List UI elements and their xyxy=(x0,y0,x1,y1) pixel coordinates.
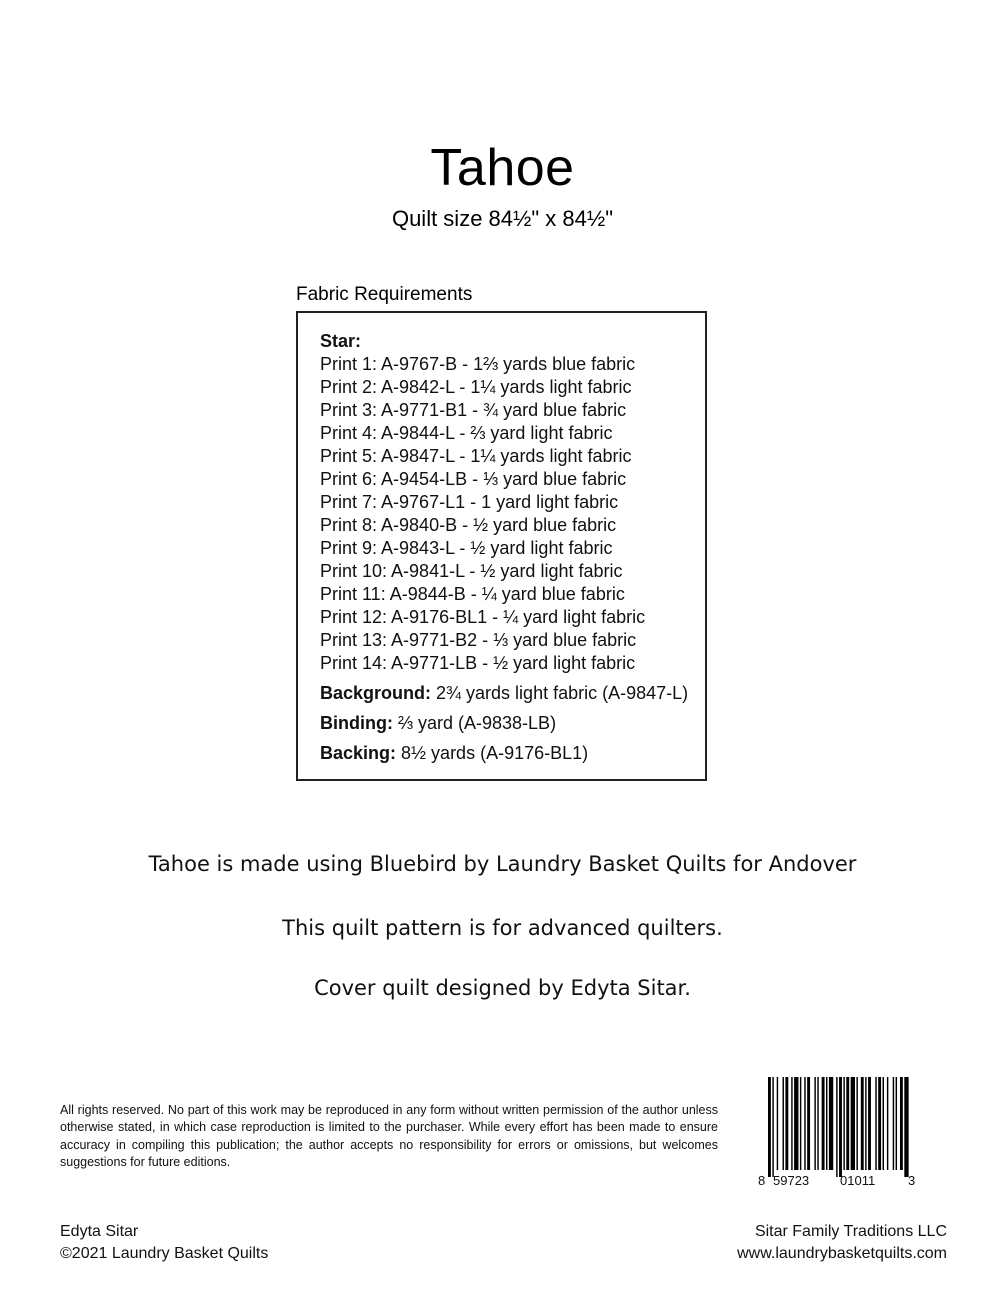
background-label: Background: xyxy=(320,683,432,703)
pattern-title: Tahoe xyxy=(430,139,575,197)
barcode-bar xyxy=(822,1077,825,1170)
barcode-bar xyxy=(839,1077,842,1177)
barcode-bar xyxy=(846,1077,849,1170)
barcode-bar xyxy=(807,1077,810,1170)
barcode-bar xyxy=(875,1077,876,1170)
barcode-bar xyxy=(814,1077,815,1170)
print-item: Print 10: A-9841-L - ½ yard light fabric xyxy=(320,561,623,581)
binding-value: ⅔ yard (A-9838-LB) xyxy=(392,713,557,733)
print-item: Print 11: A-9844-B - ¼ yard blue fabric xyxy=(320,584,625,604)
barcode-bar xyxy=(868,1077,871,1170)
barcode xyxy=(758,1077,920,1189)
quilt-size: Quilt size 84½" x 84½" xyxy=(391,206,614,231)
barcode-bar xyxy=(804,1077,805,1170)
barcode-bar xyxy=(856,1077,857,1170)
background-value: 2¾ yards light fabric (A-9847-L) xyxy=(431,683,689,703)
copyright: ©2021 Laundry Basket Quilts xyxy=(60,1245,269,1262)
fabric-requirements-list xyxy=(320,330,700,765)
barcode-bar xyxy=(836,1077,837,1177)
fabric-requirements-box xyxy=(296,311,707,781)
author-name: Edyta Sitar xyxy=(60,1223,139,1240)
backing-label: Backing: xyxy=(320,743,397,763)
barcode-bar xyxy=(768,1077,771,1177)
print-item: Print 4: A-9844-L - ⅔ yard light fabric xyxy=(320,423,613,443)
barcode-bar xyxy=(900,1077,903,1170)
fabric-requirements-heading: Fabric Requirements xyxy=(296,284,473,305)
legal-notice: All rights reserved. No part of this work may be reproduced in any form without written permission of the author unless otherwise stated, in which case reproduction is limited to the purchaser. While every effort has been made to ensure accuracy in compiling this publication; the author accepts no responsibility for errors or omissions, but welcomes suggestions for future editions. xyxy=(60,1103,718,1169)
print-item: Print 14: A-9771-LB - ½ yard light fabric xyxy=(320,653,636,673)
star-label: Star: xyxy=(320,331,362,351)
footer-left xyxy=(60,1221,268,1265)
barcode-bar xyxy=(817,1077,818,1170)
barcode-bar xyxy=(794,1077,798,1170)
print-item: Print 7: A-9767-L1 - 1 yard light fabric xyxy=(320,492,619,512)
barcode-bar xyxy=(883,1077,884,1170)
barcode-bar xyxy=(851,1077,855,1170)
print-item: Print 6: A-9454-LB - ⅓ yard blue fabric xyxy=(320,469,627,489)
barcode-bar xyxy=(772,1077,773,1177)
barcode-bar xyxy=(843,1077,844,1170)
print-item: Print 9: A-9843-L - ½ yard light fabric xyxy=(320,538,613,558)
backing-value: 8½ yards (A-9176-BL1) xyxy=(396,743,589,763)
print-item: Print 8: A-9840-B - ½ yard blue fabric xyxy=(320,515,617,535)
skill-level-note: This quilt pattern is for advanced quilters. xyxy=(282,916,723,940)
binding-label: Binding: xyxy=(320,713,393,733)
barcode-bar xyxy=(893,1077,894,1170)
barcode-digits-right: 01011 xyxy=(840,1173,876,1188)
barcode-bar xyxy=(783,1077,784,1170)
barcode-bar xyxy=(777,1077,778,1170)
barcode-digits xyxy=(758,1172,920,1190)
barcode-bar xyxy=(878,1077,881,1170)
website-link[interactable]: www.laundrybasketquilts.com xyxy=(737,1245,947,1262)
print-item: Print 13: A-9771-B2 - ⅓ yard blue fabric xyxy=(320,630,637,650)
barcode-bar xyxy=(887,1077,888,1170)
barcode-bar xyxy=(865,1077,866,1170)
footer-right xyxy=(737,1221,947,1265)
barcode-digits-left: 59723 xyxy=(773,1173,810,1188)
backing-requirement xyxy=(320,742,700,765)
print-item: Print 2: A-9842-L - 1¼ yards light fabric xyxy=(320,377,632,397)
barcode-bar xyxy=(896,1077,897,1170)
barcode-bars xyxy=(758,1077,920,1177)
print-item: Print 12: A-9176-BL1 - ¼ yard light fabric xyxy=(320,607,646,627)
barcode-bar xyxy=(904,1077,908,1177)
barcode-bar xyxy=(791,1077,792,1170)
barcode-bar xyxy=(800,1077,801,1170)
background-requirement xyxy=(320,682,700,705)
binding-requirement xyxy=(320,712,700,735)
designer-note: Cover quilt designed by Edyta Sitar. xyxy=(314,976,691,1000)
company-name: Sitar Family Traditions LLC xyxy=(754,1223,947,1240)
barcode-digit-first: 8 xyxy=(758,1173,766,1188)
fabric-line-note: Tahoe is made using Bluebird by Laundry Basket Quilts for Andover xyxy=(148,852,857,876)
barcode-bar xyxy=(861,1077,864,1170)
print-item: Print 5: A-9847-L - 1¼ yards light fabric xyxy=(320,446,632,466)
barcode-bar xyxy=(785,1077,788,1170)
print-item: Print 3: A-9771-B1 - ¾ yard blue fabric xyxy=(320,400,627,420)
barcode-bar xyxy=(829,1077,833,1170)
barcode-digit-last: 3 xyxy=(908,1173,916,1188)
barcode-bar xyxy=(826,1077,827,1170)
print-item: Print 1: A-9767-B - 1⅔ yards blue fabric xyxy=(320,354,636,374)
